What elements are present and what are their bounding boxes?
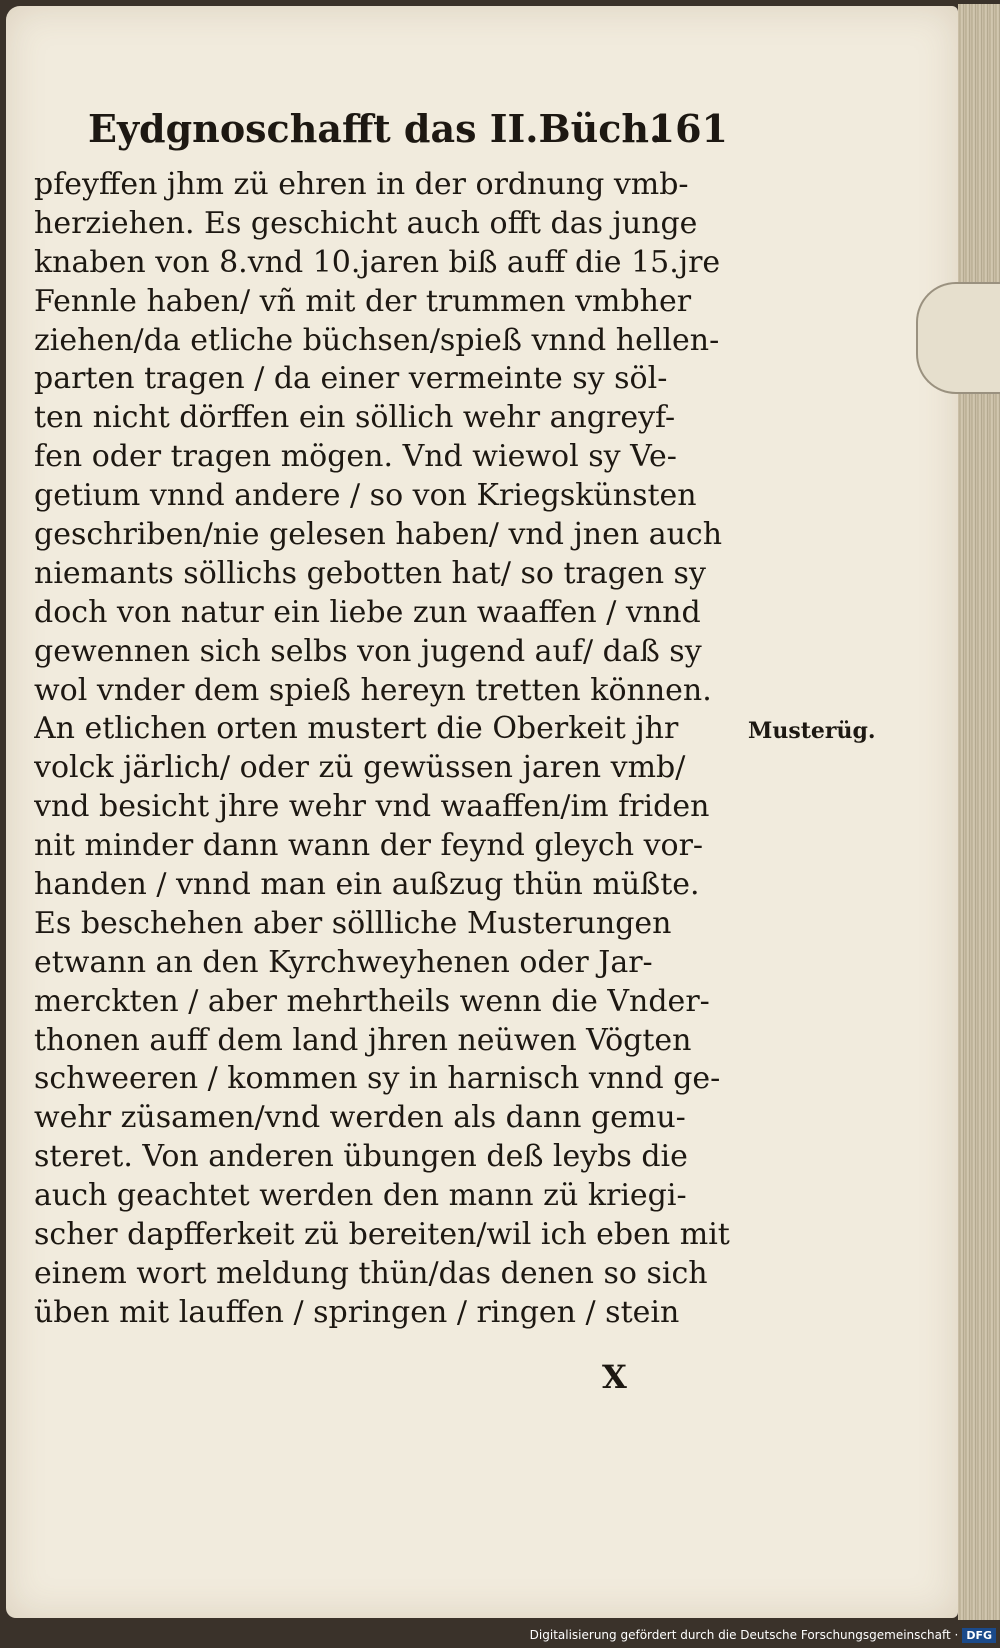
text-line: Fennle haben/ vñ mit der trummen vmbher xyxy=(34,283,692,319)
text-line: geschriben/nie gelesen haben/ vnd jnen auch xyxy=(34,517,723,553)
text-line: knaben von 8.vnd 10.jaren biß auff die 15.jre xyxy=(34,244,721,280)
text-line: nit minder dann wann der feynd gleych vor- xyxy=(34,828,704,864)
text-line: getium vnnd andere / so von Kriegskünsten xyxy=(34,478,697,514)
text-line: handen / vnnd man ein außzug thün müßte. xyxy=(34,867,700,903)
page-stack-edge xyxy=(958,4,1000,1620)
text-line: scher dapfferkeit zü bereiten/wil ich eben mit xyxy=(34,1217,730,1253)
page-number: 161 xyxy=(648,106,728,151)
funding-footer xyxy=(530,1624,996,1646)
text-line: wehr züsamen/vnd werden als dann gemu- xyxy=(34,1100,686,1136)
funding-credit: Digitalisierung gefördert durch die Deutsche Forschungsgemeinschaft · xyxy=(529,1628,959,1642)
signature-mark: X xyxy=(602,1358,627,1396)
body-text xyxy=(34,166,734,1366)
text-line: wol vnder dem spieß hereyn tretten können. xyxy=(34,672,712,708)
text-line: herziehen. Es geschicht auch offt das junge xyxy=(34,205,698,241)
text-line: ten nicht dörffen ein söllich wehr angreyf- xyxy=(34,400,676,436)
text-line: niemants söllichs gebotten hat/ so tragen sy xyxy=(34,555,706,591)
text-line: gewennen sich selbs von jugend auf/ daß sy xyxy=(34,633,702,669)
text-line: üben mit lauffen / springen / ringen / stein xyxy=(34,1294,680,1330)
text-line: steret. Von anderen übungen deß leybs die xyxy=(34,1139,688,1175)
marginal-note: Musterüg. xyxy=(748,718,876,744)
page-header xyxy=(88,102,728,158)
dfg-logo: DFG xyxy=(962,1628,996,1643)
text-line: vnd besicht jhre wehr vnd waaffen/im friden xyxy=(34,789,710,825)
running-title: Eydgnoschafft das II.Büch. xyxy=(88,106,663,151)
text-line: merckten / aber mehrtheils wenn die Vnder- xyxy=(34,983,710,1019)
text-line: An etlichen orten mustert die Oberkeit jhr xyxy=(34,711,679,747)
text-line: doch von natur ein liebe zun waaffen / vnnd xyxy=(34,594,701,630)
text-line: volck järlich/ oder zü gewüssen jaren vmb/ xyxy=(34,750,686,786)
text-line: pfeyffen jhm zü ehren in der ordnung vmb- xyxy=(34,167,689,202)
text-line: etwann an den Kyrchweyhenen oder Jar- xyxy=(34,944,653,980)
text-line: ziehen/da etliche büchsen/spieß vnnd hellen- xyxy=(34,322,720,358)
text-line: Es beschehen aber söllliche Musterungen xyxy=(34,905,672,941)
text-line: fen oder tragen mögen. Vnd wiewol sy Ve- xyxy=(34,439,677,475)
text-line: thonen auff dem land jhren neüwen Vögten xyxy=(34,1022,692,1058)
text-line: parten tragen / da einer vermeinte sy söl- xyxy=(34,361,668,397)
text-line: schweeren / kommen sy in harnisch vnnd ge- xyxy=(34,1061,721,1097)
text-line: einem wort meldung thün/das denen so sich xyxy=(34,1255,708,1291)
text-line: auch geachtet werden den mann zü kriegi- xyxy=(34,1178,687,1214)
book-page xyxy=(6,6,958,1618)
page-clip-tab xyxy=(916,282,1000,394)
